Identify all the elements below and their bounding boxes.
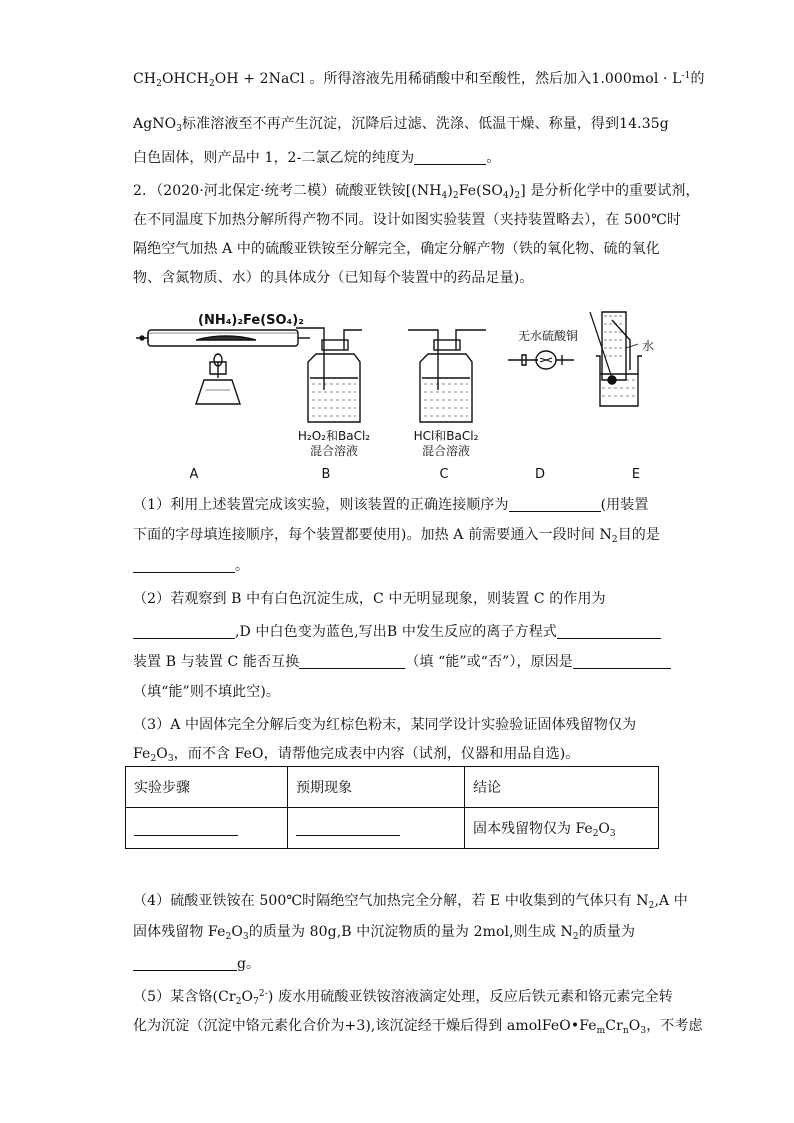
text-fragment: 。 — [235, 558, 250, 574]
text-fragment: 白色固体，则产品中 1，2-二氯乙烷的纯度为 — [133, 150, 415, 166]
text-fragment: g。 — [237, 956, 261, 972]
text-line-1 — [133, 69, 705, 89]
text-fragment: ) 废水用硫酸亚铁铵溶液滴定处理，反应后铁元素和铬元素完全转 — [267, 989, 673, 1005]
text-fragment: O — [231, 924, 243, 940]
question-2-line-3: 隔绝空气加热 A 中的硫酸亚铁铵至分解完全，确定分解产物（铁的氧化物、硫的氧化 — [133, 241, 660, 257]
answer-blank[interactable] — [133, 557, 235, 573]
label-d: D — [534, 467, 546, 482]
text-fragment: （4）硫酸亚铁铵在 500℃时隔绝空气加热完全分解，若 E 中收集到的气体只有 N — [133, 893, 649, 909]
subscript: 2 — [150, 754, 157, 764]
table-header-row — [126, 767, 659, 808]
answer-blank[interactable] — [414, 149, 486, 165]
text-fragment: ，而不含 FeO，请帮他完成表中内容（试剂，仪器和用品自选)。 — [173, 746, 580, 762]
table-row — [126, 808, 659, 849]
text-fragment: 。 — [486, 150, 501, 166]
text-fragment: 装置 B 与装置 C 能否互换 — [133, 654, 300, 670]
part-2-line-3 — [133, 652, 671, 672]
label-c: C — [439, 467, 449, 482]
text-fragment: ，不考虑 — [646, 1018, 703, 1034]
part-1-line-3 — [133, 556, 249, 576]
label-reactant: (NH₄)₂Fe(SO₄)₂ — [198, 313, 304, 328]
text-fragment: ,D 中白色变为蓝色,写出B 中发生反应的离子方程式 — [235, 624, 557, 640]
apparatus-b — [296, 328, 362, 422]
question-2-line-4: 物、含氮物质、水）的具体成分（已知每个装置中的药品足量)。 — [133, 270, 534, 286]
text-fragment: 的 — [690, 71, 705, 87]
apparatus-figure — [126, 300, 666, 490]
answer-blank[interactable] — [299, 653, 405, 669]
apparatus-a — [136, 330, 310, 404]
subscript: 3 — [167, 754, 174, 764]
text-fragment: O — [628, 1018, 641, 1034]
text-fragment: ) — [447, 183, 453, 199]
question-2-line-1 — [133, 181, 700, 201]
answer-blank[interactable] — [296, 820, 400, 836]
header-steps: 实验步骤 — [126, 767, 288, 808]
text-fragment: 化为沉淀（沉淀中铬元素化合价为+3),该沉淀经干燥后得到 amolFeO•Fe — [133, 1018, 597, 1034]
apparatus-c — [408, 330, 486, 422]
text-fragment: O — [156, 746, 168, 762]
subscript: 4 — [441, 191, 448, 201]
cell-phenomena-blank — [288, 808, 465, 849]
text-fragment: AgNO — [133, 116, 177, 132]
label-e: E — [631, 467, 641, 482]
experiment-table — [125, 766, 659, 849]
subscript: n — [622, 1026, 629, 1036]
cell-conclusion — [465, 808, 659, 849]
part-4-line-2 — [133, 922, 635, 942]
label-b-solution: H₂O₂和BaCl₂ — [297, 429, 371, 443]
part-4-line-1 — [133, 891, 688, 911]
text-fragment: 标准溶液至不再产生沉淀，沉降后过滤、洗涤、低温干燥、称量，得到14.35g — [182, 116, 669, 132]
label-b-mixture: 混合溶液 — [309, 444, 359, 458]
question-2-line-2: 在不同温度下加热分解所得产物不同。设计如图实验装置（夹持装置略去），在 500℃时 — [133, 212, 681, 228]
text-fragment: Fe — [133, 746, 151, 762]
subscript: 3 — [609, 829, 616, 839]
header-conclusion: 结论 — [465, 767, 659, 808]
subscript: 2 — [514, 191, 521, 201]
part-5-line-2 — [133, 1016, 703, 1036]
subscript: 2 — [235, 997, 242, 1007]
apparatus-drawing — [126, 300, 666, 490]
text-fragment: （填 “能”或“否”），原因是 — [405, 654, 573, 670]
text-fragment: 固体残留物 Fe — [133, 924, 226, 940]
part-2-line-1: （2）若观察到 B 中有白色沉淀生成，C 中无明显现象，则装置 C 的作用为 — [133, 591, 606, 607]
subscript: 2 — [225, 932, 232, 942]
subscript: 3 — [176, 124, 183, 134]
text-fragment: CH — [133, 71, 157, 87]
answer-blank[interactable] — [557, 623, 661, 639]
subscript: 2 — [572, 932, 579, 942]
label-b: B — [321, 467, 331, 482]
label-d-anhydrous-cuso4: 无水硫酸铜 — [517, 329, 579, 343]
text-line-2 — [133, 114, 669, 134]
subscript: 7 — [253, 997, 259, 1007]
text-fragment: O — [598, 821, 610, 837]
part-1-line-2 — [133, 525, 660, 545]
subscript: m — [596, 1026, 606, 1036]
text-fragment: ,A 中 — [654, 893, 688, 909]
part-3-line-1: （3）A 中固体完全分解后变为红棕色粉末，某同学设计实验验证固体残留物仅为 — [133, 717, 637, 733]
label-e-water: 水 — [642, 339, 655, 353]
text-fragment: ] 是分析化学中的重要试剂， — [520, 183, 700, 199]
text-fragment: ) — [508, 183, 515, 199]
text-fragment: OH + 2NaCl 。所得溶液先用稀硝酸中和至酸性，然后加入1.000mol · L — [214, 71, 682, 87]
text-fragment: Fe(SO — [458, 183, 504, 199]
text-fragment: O — [241, 989, 254, 1005]
label-c-solution: HCl和BaCl₂ — [413, 429, 479, 443]
answer-blank[interactable] — [133, 955, 237, 971]
superscript: -1 — [681, 71, 691, 81]
subscript: 2 — [208, 79, 215, 89]
text-fragment: 下面的字母填连接顺序，每个装置都要使用)。加热 A 前需要通入一段时间 N — [133, 527, 612, 543]
apparatus-e — [590, 312, 642, 406]
subscript: 2 — [611, 535, 618, 545]
subscript: 2 — [648, 901, 655, 911]
text-fragment: 固本残留物仅为 Fe — [473, 821, 593, 837]
header-phenomena: 预期现象 — [288, 767, 465, 808]
text-fragment: 2．（2020·河北保定·统考二模）硫酸亚铁铵[(NH — [133, 183, 442, 199]
text-fragment: 的质量为 — [578, 924, 636, 940]
apparatus-d — [508, 351, 574, 369]
part-2-line-4: （填“能”则不填此空)。 — [133, 684, 280, 700]
part-3-line-2 — [133, 744, 579, 764]
part-5-line-1 — [133, 987, 673, 1007]
part-2-line-2 — [133, 622, 661, 642]
subscript: 2 — [156, 79, 162, 89]
text-fragment: (用装置 — [600, 497, 649, 513]
subscript: 4 — [503, 191, 509, 201]
text-fragment: Cr — [605, 1018, 623, 1034]
answer-blank[interactable] — [509, 496, 601, 512]
text-fragment: 的质量为 80g,B 中沉淀物质的量为 2mol,则生成 N — [248, 924, 573, 940]
text-fragment: OHCH — [161, 71, 209, 87]
answer-blank[interactable] — [573, 653, 671, 669]
text-fragment: （1）利用上述装置完成该实验，则该装置的正确连接顺序为 — [133, 497, 509, 513]
subscript: 3 — [242, 932, 249, 942]
label-a: A — [189, 467, 199, 482]
text-fragment: （5）某含铬(Cr — [133, 989, 236, 1005]
superscript: 2- — [258, 989, 268, 999]
part-4-line-3 — [133, 954, 260, 974]
text-line-3 — [133, 148, 500, 168]
answer-blank[interactable] — [134, 820, 238, 836]
cell-steps-blank — [126, 808, 288, 849]
answer-blank[interactable] — [133, 623, 235, 639]
subscript: 2 — [452, 191, 459, 201]
text-fragment: 目的是 — [617, 527, 661, 543]
subscript: 2 — [592, 829, 599, 839]
part-1-line-1 — [133, 495, 648, 515]
subscript: 3 — [640, 1026, 647, 1036]
label-c-mixture: 混合溶液 — [421, 444, 471, 458]
